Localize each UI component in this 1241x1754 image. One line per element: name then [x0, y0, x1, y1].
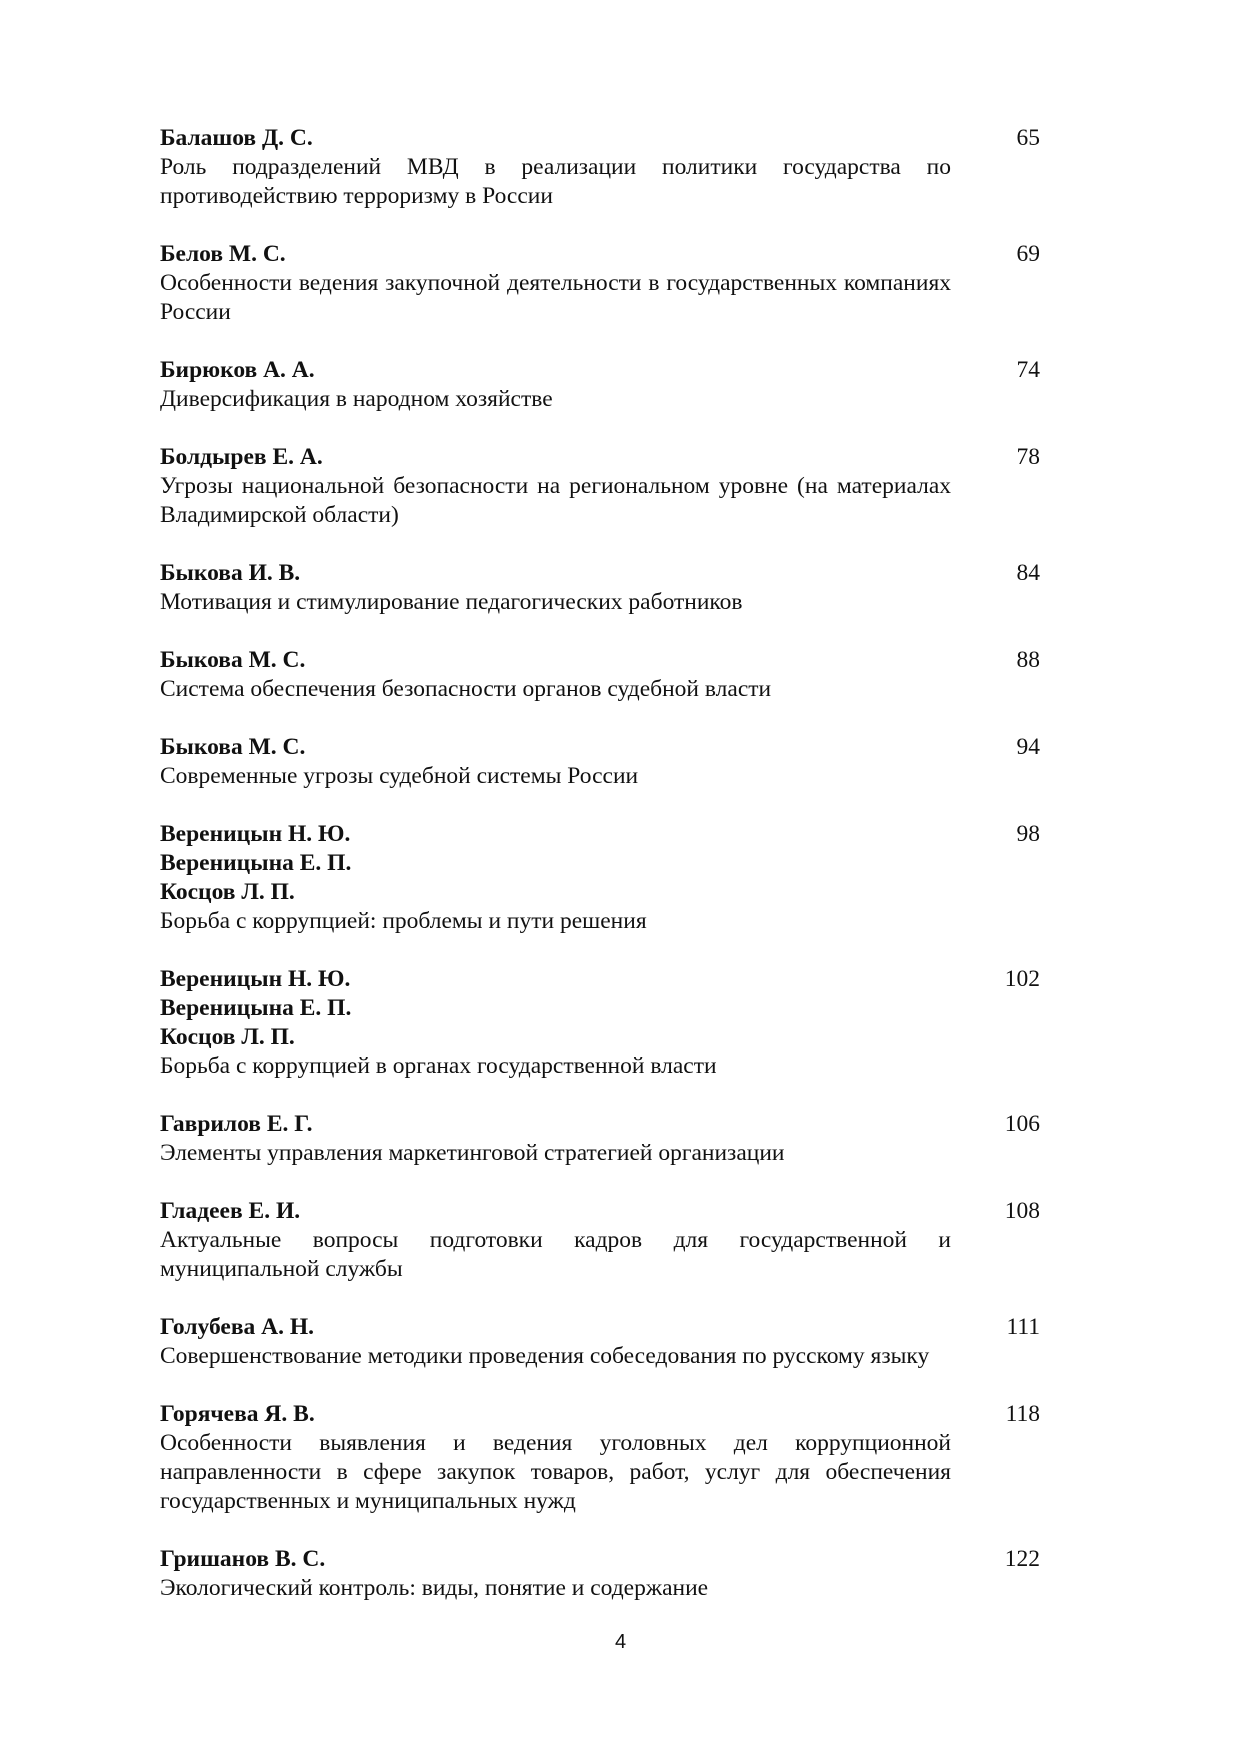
toc-author: Гаврилов Е. Г.: [160, 1111, 313, 1137]
toc-entry-body: [160, 443, 951, 530]
toc-entry-body: [160, 1313, 951, 1371]
toc-page-number: 111: [1006, 1314, 1040, 1340]
toc-page-number: 108: [1004, 1198, 1040, 1224]
toc-author: Вереницына Е. П.: [160, 850, 352, 876]
toc-entry-body: [160, 1400, 951, 1516]
toc-author: Быкова М. С.: [160, 647, 306, 673]
toc-title: Актуальные вопросы подготовки кадров для государственной и муниципальной службы: [160, 1227, 951, 1282]
toc-title: Совершенствование методики проведения собеседования по русскому языку: [160, 1343, 930, 1369]
toc-author: Косцов Л. П.: [160, 879, 295, 905]
toc-page-number: 94: [1016, 734, 1040, 760]
toc-entry: [160, 646, 1040, 704]
toc-title: Особенности выявления и ведения уголовных дел коррупционной направленности в сфере закупок товаров, работ, услуг для обеспечения государственных и муниципальных нужд: [160, 1430, 951, 1514]
toc-entry: [160, 965, 1040, 1081]
toc-entry-body: [160, 240, 951, 327]
toc-author: Вереницына Е. П.: [160, 995, 352, 1021]
toc-author: Быкова И. В.: [160, 560, 301, 586]
toc-entry-body: [160, 1545, 951, 1603]
toc-page-number: 102: [1004, 966, 1040, 992]
toc-entry: [160, 443, 1040, 530]
toc-entry: [160, 1313, 1040, 1371]
toc-author: Косцов Л. П.: [160, 1024, 295, 1050]
toc-entry: [160, 240, 1040, 327]
toc-entry: [160, 1110, 1040, 1168]
toc-author: Балашов Д. С.: [160, 125, 313, 151]
toc-author: Вереницын Н. Ю.: [160, 821, 351, 847]
toc-entry: [160, 1400, 1040, 1516]
toc-entry-body: [160, 1110, 951, 1168]
toc-author: Вереницын Н. Ю.: [160, 966, 351, 992]
toc-author: Болдырев Е. А.: [160, 444, 323, 470]
toc-title: Система обеспечения безопасности органов судебной власти: [160, 676, 772, 702]
toc-entry: [160, 1545, 1040, 1603]
toc-page-number: 78: [1016, 444, 1040, 470]
toc-title: Диверсификация в народном хозяйстве: [160, 386, 553, 412]
toc-entry: [160, 820, 1040, 936]
toc-page-number: 74: [1016, 357, 1040, 383]
toc-page-number: 88: [1016, 647, 1040, 673]
toc-entry-body: [160, 124, 951, 211]
toc-entry-body: [160, 733, 951, 791]
toc-entry-body: [160, 1197, 951, 1284]
toc-page-number: 98: [1016, 821, 1040, 847]
toc-entry-body: [160, 356, 951, 414]
toc-page-number: 122: [1004, 1546, 1040, 1572]
toc-author: Гладеев Е. И.: [160, 1198, 301, 1224]
toc-author: Белов М. С.: [160, 241, 286, 267]
table-of-contents: [160, 124, 1040, 1632]
toc-title: Особенности ведения закупочной деятельности в государственных компаниях России: [160, 270, 951, 325]
toc-title: Роль подразделений МВД в реализации политики государства по противодействию терроризму в России: [160, 154, 951, 209]
toc-entry: [160, 356, 1040, 414]
toc-title: Мотивация и стимулирование педагогических работников: [160, 589, 743, 615]
toc-page-number: 106: [1004, 1111, 1040, 1137]
toc-title: Борьба с коррупцией в органах государственной власти: [160, 1053, 717, 1079]
toc-author: Бирюков А. А.: [160, 357, 315, 383]
toc-entry-body: [160, 559, 951, 617]
toc-author: Гришанов В. С.: [160, 1546, 326, 1572]
toc-entry-body: [160, 646, 951, 704]
toc-title: Элементы управления маркетинговой стратегией организации: [160, 1140, 785, 1166]
toc-entry: [160, 559, 1040, 617]
toc-entry: [160, 733, 1040, 791]
toc-author: Быкова М. С.: [160, 734, 306, 760]
toc-page-number: 65: [1016, 125, 1040, 151]
toc-author: Горячева Я. В.: [160, 1401, 315, 1427]
toc-page-number: 69: [1016, 241, 1040, 267]
toc-author: Голубева А. Н.: [160, 1314, 315, 1340]
toc-entry-body: [160, 965, 951, 1081]
toc-entry-body: [160, 820, 951, 936]
toc-title: Экологический контроль: виды, понятие и содержание: [160, 1575, 709, 1601]
toc-entry: [160, 124, 1040, 211]
toc-title: Современные угрозы судебной системы России: [160, 763, 639, 789]
toc-page-number: 118: [1005, 1401, 1040, 1427]
page-number: 4: [614, 1631, 627, 1653]
toc-title: Угрозы национальной безопасности на региональном уровне (на материалах Владимирской области): [160, 473, 951, 528]
toc-entry: [160, 1197, 1040, 1284]
toc-title: Борьба с коррупцией: проблемы и пути решения: [160, 908, 647, 934]
toc-page-number: 84: [1016, 560, 1040, 586]
